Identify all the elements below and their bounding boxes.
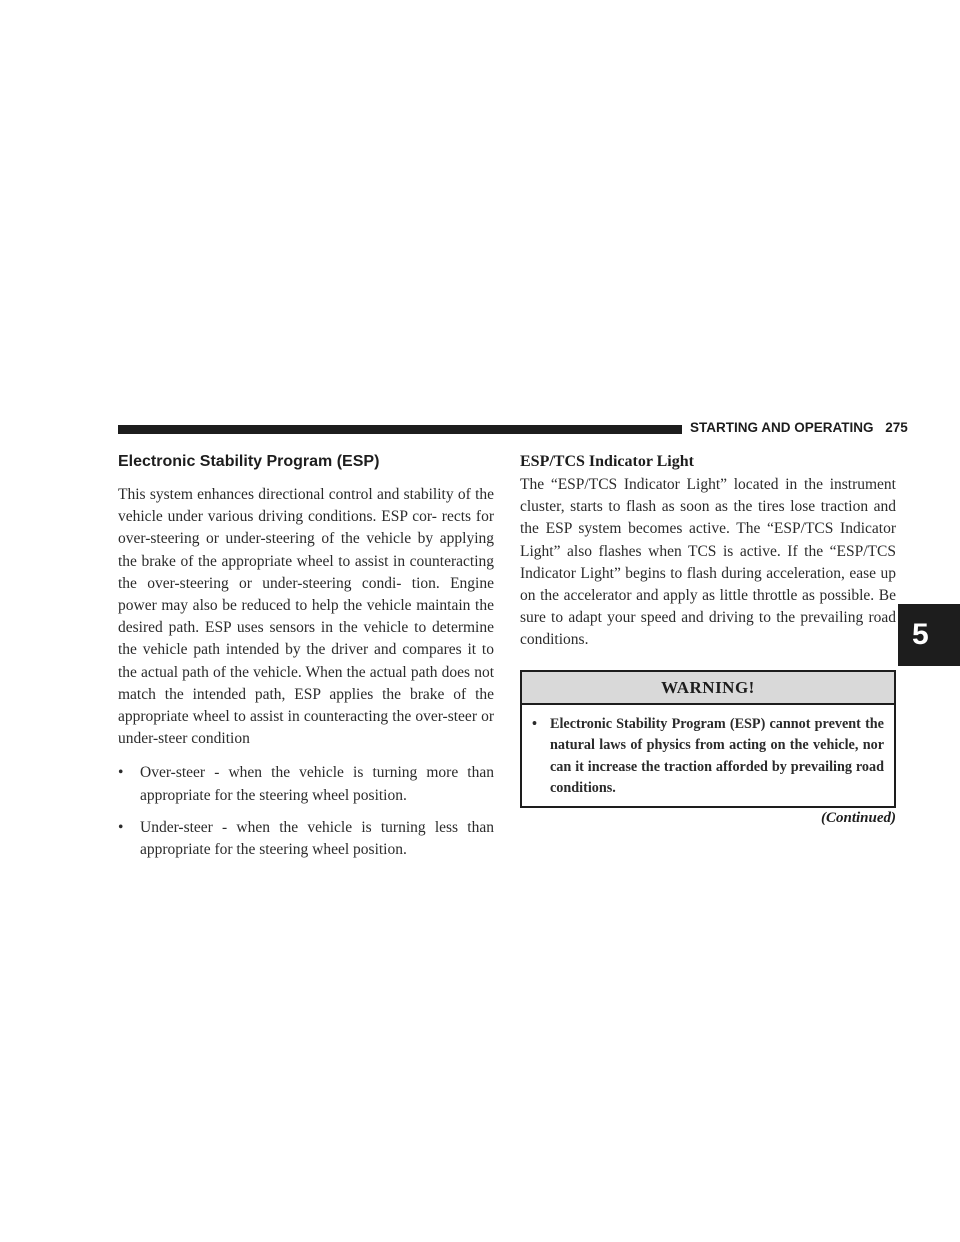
list-item-text: Over-steer - when the vehicle is turning more than appropriate for the steering wheel position. [140,764,494,804]
left-column [118,452,494,871]
header-rule [118,425,682,434]
section-title: Electronic Stability Program (ESP) [118,453,380,470]
subsection-title: ESP/TCS Indicator Light [520,453,694,470]
list-item [118,817,494,861]
bullet-icon: • [118,818,124,836]
warning-item [532,714,884,800]
warning-heading: WARNING! [522,672,894,705]
bullet-icon: • [118,764,124,782]
bullet-icon: • [532,715,537,732]
right-column [520,452,896,827]
running-head [690,420,920,435]
steer-list [118,762,494,861]
esp-description: This system enhances directional control and stability of the vehicle under various driving conditions. ESP cor- rects for over-steering or under-steering of the vehicle by applying the brake of the appropriate wheel to assist in counteracting the over-steering or under-steering condi- tion. Engine power may also be reduced to help the vehicle maintain the desired path. ESP uses sensors in the vehicle to determine the vehicle path intended by the driver and compares it to the actual path of the vehicle. When the actual path does not match the intended path, ESP applies the brake of the appropriate wheel to assist in counteracting the over-steer or under-steer condition [118,486,494,748]
list-item-text: Under-steer - when the vehicle is turning less than appropriate for the steering wheel position. [140,818,494,859]
chapter-tab [898,604,960,666]
page-number: 275 [885,420,908,435]
continued-label: (Continued) [820,809,896,826]
warning-item-text: Electronic Stability Program (ESP) cannot prevent the natural laws of physics from acting on the vehicle, nor can it increase the traction afforded by prevailing road conditions. [550,715,884,797]
warning-body [522,705,894,806]
indicator-description: The “ESP/TCS Indicator Light” located in the instrument cluster, starts to flash as soon as the tires lose traction and the ESP system becomes active. The “ESP/TCS Indicator Light” also flashes when TCS is active. If the “ESP/TCS Indicator Light” begins to flash during acceleration, ease up on the accelerator and apply as little throttle as possible. Be sure to adapt your speed and driving to the prevailing road conditions. [520,476,896,649]
warning-box [520,670,896,808]
chapter-number: 5 [912,618,929,651]
list-item [118,762,494,806]
running-head-title: STARTING AND OPERATING [690,420,874,435]
